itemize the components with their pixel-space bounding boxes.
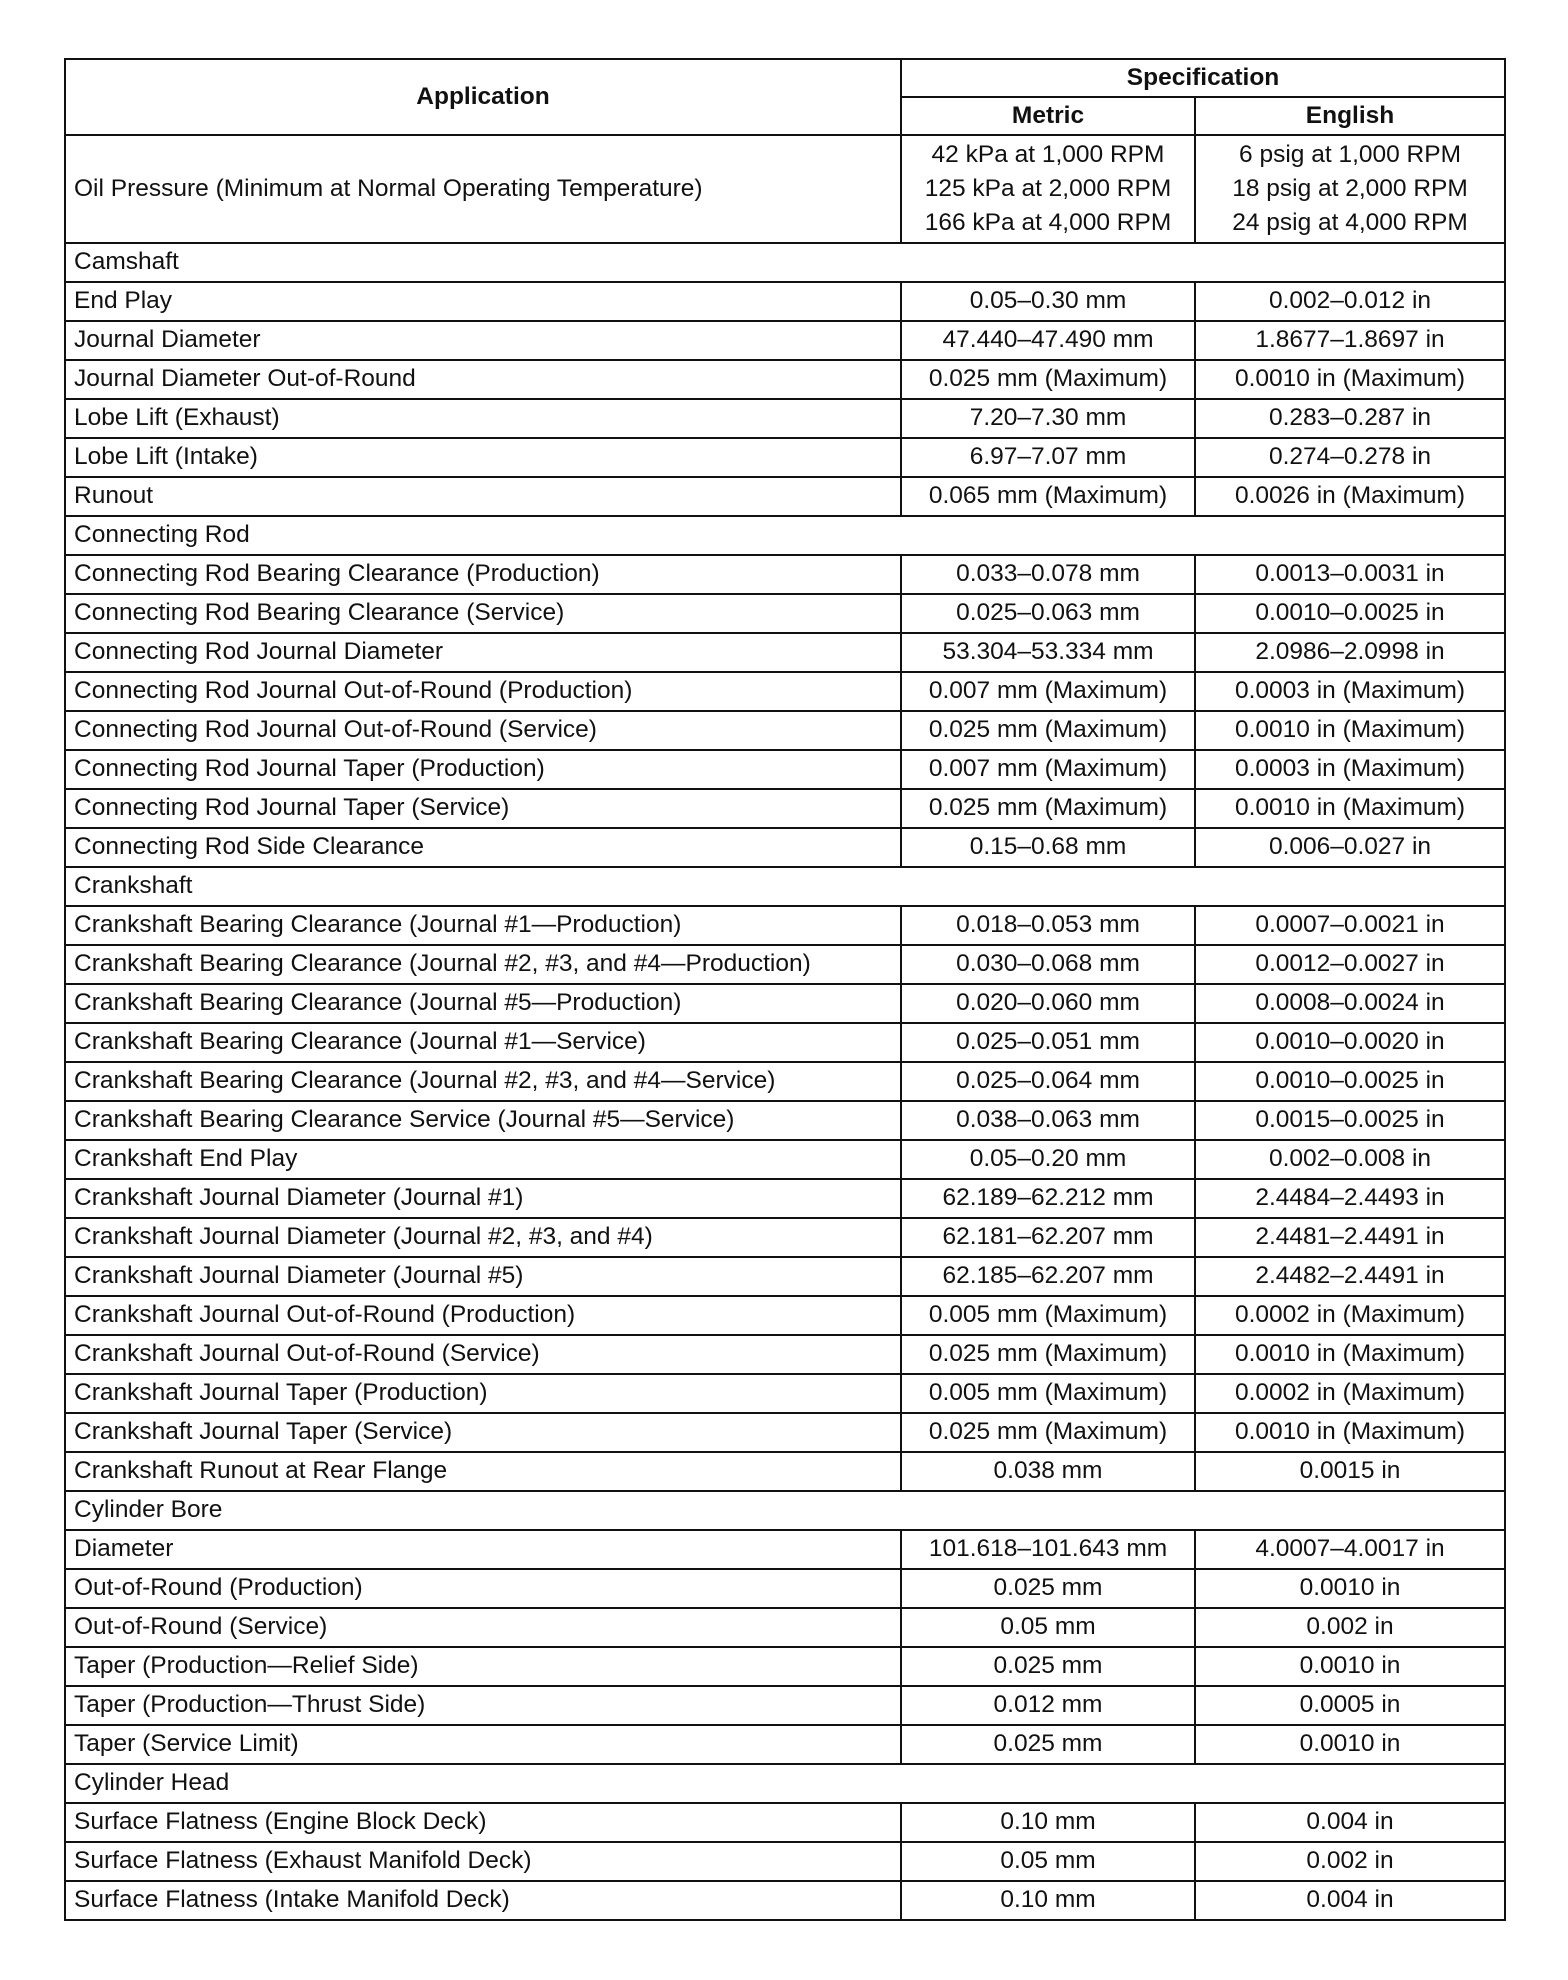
english-cell: 0.0015–0.0025 in — [1195, 1101, 1505, 1140]
metric-cell: 0.005 mm (Maximum) — [901, 1374, 1195, 1413]
table-row — [65, 1179, 1505, 1218]
metric-cell: 0.025 mm (Maximum) — [901, 360, 1195, 399]
metric-cell: 0.025 mm (Maximum) — [901, 1335, 1195, 1374]
table-row — [65, 1296, 1505, 1335]
english-cell: 0.0010 in (Maximum) — [1195, 360, 1505, 399]
application-cell: Crankshaft End Play — [65, 1140, 901, 1179]
english-cell: 0.0010 in (Maximum) — [1195, 711, 1505, 750]
specification-table — [64, 58, 1506, 1921]
table-row — [65, 1608, 1505, 1647]
english-cell: 2.0986–2.0998 in — [1195, 633, 1505, 672]
english-cell: 0.0007–0.0021 in — [1195, 906, 1505, 945]
english-cell: 0.283–0.287 in — [1195, 399, 1505, 438]
table-row — [65, 711, 1505, 750]
english-cell: 2.4482–2.4491 in — [1195, 1257, 1505, 1296]
metric-cell: 53.304–53.334 mm — [901, 633, 1195, 672]
table-row — [65, 1101, 1505, 1140]
table-row — [65, 1842, 1505, 1881]
english-cell: 0.0013–0.0031 in — [1195, 555, 1505, 594]
application-cell: Out-of-Round (Service) — [65, 1608, 901, 1647]
metric-cell: 0.018–0.053 mm — [901, 906, 1195, 945]
english-cell: 0.004 in — [1195, 1881, 1505, 1920]
table-row — [65, 984, 1505, 1023]
metric-cell: 0.007 mm (Maximum) — [901, 750, 1195, 789]
application-cell: Crankshaft Journal Taper (Production) — [65, 1374, 901, 1413]
english-cell: 0.0010–0.0020 in — [1195, 1023, 1505, 1062]
table-row — [65, 360, 1505, 399]
application-cell: Crankshaft Bearing Clearance (Journal #2, #3, and #4—Production) — [65, 945, 901, 984]
table-row — [65, 321, 1505, 360]
metric-cell: 0.030–0.068 mm — [901, 945, 1195, 984]
application-cell: Connecting Rod Journal Diameter — [65, 633, 901, 672]
oil-pressure-english-line: 24 psig at 4,000 RPM — [1232, 209, 1468, 236]
table-row — [65, 906, 1505, 945]
metric-cell: 62.185–62.207 mm — [901, 1257, 1195, 1296]
table-row — [65, 1062, 1505, 1101]
table-row — [65, 789, 1505, 828]
table-row — [65, 1140, 1505, 1179]
metric-cell: 0.025 mm (Maximum) — [901, 711, 1195, 750]
section-row — [65, 1764, 1505, 1803]
english-header: English — [1195, 97, 1505, 135]
table-row — [65, 1218, 1505, 1257]
english-cell: 0.0002 in (Maximum) — [1195, 1374, 1505, 1413]
table-row — [65, 477, 1505, 516]
english-cell: 0.002 in — [1195, 1842, 1505, 1881]
table-row — [65, 672, 1505, 711]
metric-cell: 0.05 mm — [901, 1608, 1195, 1647]
application-cell: Connecting Rod Journal Taper (Service) — [65, 789, 901, 828]
application-cell: Surface Flatness (Engine Block Deck) — [65, 1803, 901, 1842]
table-row — [65, 1023, 1505, 1062]
oil-pressure-metric-line: 42 kPa at 1,000 RPM — [931, 141, 1165, 168]
application-cell: Lobe Lift (Exhaust) — [65, 399, 901, 438]
application-cell: Crankshaft Journal Out-of-Round (Service) — [65, 1335, 901, 1374]
oil-pressure-metric-line: 125 kPa at 2,000 RPM — [924, 175, 1172, 202]
metric-header: Metric — [901, 97, 1195, 135]
section-row — [65, 867, 1505, 906]
english-cell: 0.004 in — [1195, 1803, 1505, 1842]
section-title: Connecting Rod — [65, 516, 1505, 555]
section-title: Cylinder Bore — [65, 1491, 1505, 1530]
application-cell: Surface Flatness (Intake Manifold Deck) — [65, 1881, 901, 1920]
english-cell: 2.4484–2.4493 in — [1195, 1179, 1505, 1218]
table-row — [65, 1881, 1505, 1920]
english-cell: 0.274–0.278 in — [1195, 438, 1505, 477]
oil-pressure-english-line: 6 psig at 1,000 RPM — [1239, 141, 1461, 168]
application-cell: Crankshaft Bearing Clearance (Journal #1—Production) — [65, 906, 901, 945]
table-row — [65, 633, 1505, 672]
metric-cell: 0.007 mm (Maximum) — [901, 672, 1195, 711]
application-cell: Connecting Rod Journal Out-of-Round (Service) — [65, 711, 901, 750]
application-cell: Crankshaft Bearing Clearance Service (Journal #5—Service) — [65, 1101, 901, 1140]
application-cell: Crankshaft Bearing Clearance (Journal #2, #3, and #4—Service) — [65, 1062, 901, 1101]
table-row — [65, 1452, 1505, 1491]
metric-cell: 0.05 mm — [901, 1842, 1195, 1881]
metric-cell: 0.10 mm — [901, 1881, 1195, 1920]
english-cell: 0.0010 in (Maximum) — [1195, 1413, 1505, 1452]
english-cell: 0.0015 in — [1195, 1452, 1505, 1491]
oil-pressure-metric — [901, 135, 1195, 243]
english-cell: 0.0010 in — [1195, 1647, 1505, 1686]
application-cell: Out-of-Round (Production) — [65, 1569, 901, 1608]
english-cell: 0.0002 in (Maximum) — [1195, 1296, 1505, 1335]
table-row — [65, 1725, 1505, 1764]
application-cell: Taper (Production—Relief Side) — [65, 1647, 901, 1686]
metric-cell: 0.020–0.060 mm — [901, 984, 1195, 1023]
oil-pressure-label: Oil Pressure (Minimum at Normal Operating Temperature) — [65, 135, 901, 243]
english-cell: 1.8677–1.8697 in — [1195, 321, 1505, 360]
application-cell: Crankshaft Runout at Rear Flange — [65, 1452, 901, 1491]
application-cell: Journal Diameter — [65, 321, 901, 360]
metric-cell: 0.025–0.064 mm — [901, 1062, 1195, 1101]
table-row — [65, 282, 1505, 321]
english-cell: 0.0005 in — [1195, 1686, 1505, 1725]
metric-cell: 0.025 mm — [901, 1569, 1195, 1608]
metric-cell: 0.065 mm (Maximum) — [901, 477, 1195, 516]
metric-cell: 0.05–0.20 mm — [901, 1140, 1195, 1179]
metric-cell: 0.038 mm — [901, 1452, 1195, 1491]
section-row — [65, 243, 1505, 282]
application-cell: Connecting Rod Bearing Clearance (Production) — [65, 555, 901, 594]
table-row — [65, 1647, 1505, 1686]
english-cell: 0.0012–0.0027 in — [1195, 945, 1505, 984]
application-cell: Crankshaft Bearing Clearance (Journal #5—Production) — [65, 984, 901, 1023]
oil-pressure-english — [1195, 135, 1505, 243]
english-cell: 0.0010 in — [1195, 1569, 1505, 1608]
application-cell: Surface Flatness (Exhaust Manifold Deck) — [65, 1842, 901, 1881]
section-title: Camshaft — [65, 243, 1505, 282]
table-row — [65, 438, 1505, 477]
oil-pressure-english-line: 18 psig at 2,000 RPM — [1232, 175, 1468, 202]
english-cell: 4.0007–4.0017 in — [1195, 1530, 1505, 1569]
english-cell: 0.002–0.008 in — [1195, 1140, 1505, 1179]
metric-cell: 0.038–0.063 mm — [901, 1101, 1195, 1140]
metric-cell: 0.025 mm (Maximum) — [901, 1413, 1195, 1452]
metric-cell: 0.025 mm (Maximum) — [901, 789, 1195, 828]
application-cell: Connecting Rod Bearing Clearance (Service) — [65, 594, 901, 633]
application-cell: Crankshaft Bearing Clearance (Journal #1—Service) — [65, 1023, 901, 1062]
metric-cell: 62.189–62.212 mm — [901, 1179, 1195, 1218]
oil-pressure-metric-line: 166 kPa at 4,000 RPM — [924, 209, 1172, 236]
application-cell: Connecting Rod Journal Out-of-Round (Production) — [65, 672, 901, 711]
table-row — [65, 1257, 1505, 1296]
table-row — [65, 945, 1505, 984]
table-row — [65, 399, 1505, 438]
english-cell: 0.0010–0.0025 in — [1195, 594, 1505, 633]
metric-cell: 0.025 mm — [901, 1725, 1195, 1764]
english-cell: 0.006–0.027 in — [1195, 828, 1505, 867]
application-cell: Taper (Service Limit) — [65, 1725, 901, 1764]
english-cell: 0.0003 in (Maximum) — [1195, 750, 1505, 789]
application-cell: Crankshaft Journal Diameter (Journal #2, #3, and #4) — [65, 1218, 901, 1257]
table-row — [65, 555, 1505, 594]
table-row — [65, 828, 1505, 867]
specification-header: Specification — [901, 59, 1505, 97]
metric-cell: 0.005 mm (Maximum) — [901, 1296, 1195, 1335]
application-cell: Runout — [65, 477, 901, 516]
english-cell: 0.0010–0.0025 in — [1195, 1062, 1505, 1101]
metric-cell: 0.025–0.063 mm — [901, 594, 1195, 633]
metric-cell: 0.025–0.051 mm — [901, 1023, 1195, 1062]
table-row — [65, 594, 1505, 633]
metric-cell: 0.033–0.078 mm — [901, 555, 1195, 594]
table-row — [65, 1374, 1505, 1413]
application-header: Application — [65, 59, 901, 135]
metric-cell: 7.20–7.30 mm — [901, 399, 1195, 438]
oil-pressure-row — [65, 135, 1505, 243]
application-cell: Crankshaft Journal Diameter (Journal #1) — [65, 1179, 901, 1218]
english-cell: 2.4481–2.4491 in — [1195, 1218, 1505, 1257]
metric-cell: 6.97–7.07 mm — [901, 438, 1195, 477]
application-cell: Crankshaft Journal Taper (Service) — [65, 1413, 901, 1452]
application-cell: Connecting Rod Side Clearance — [65, 828, 901, 867]
metric-cell: 0.012 mm — [901, 1686, 1195, 1725]
application-cell: Journal Diameter Out-of-Round — [65, 360, 901, 399]
metric-cell: 0.025 mm — [901, 1647, 1195, 1686]
table-row — [65, 1569, 1505, 1608]
english-cell: 0.0008–0.0024 in — [1195, 984, 1505, 1023]
metric-cell: 0.05–0.30 mm — [901, 282, 1195, 321]
application-cell: End Play — [65, 282, 901, 321]
section-title: Cylinder Head — [65, 1764, 1505, 1803]
table-row — [65, 1335, 1505, 1374]
table-row — [65, 1413, 1505, 1452]
english-cell: 0.0010 in — [1195, 1725, 1505, 1764]
table-row — [65, 750, 1505, 789]
english-cell: 0.002–0.012 in — [1195, 282, 1505, 321]
application-cell: Taper (Production—Thrust Side) — [65, 1686, 901, 1725]
table-row — [65, 1530, 1505, 1569]
english-cell: 0.0010 in (Maximum) — [1195, 1335, 1505, 1374]
section-row — [65, 516, 1505, 555]
table-row — [65, 1686, 1505, 1725]
english-cell: 0.0003 in (Maximum) — [1195, 672, 1505, 711]
application-cell: Connecting Rod Journal Taper (Production) — [65, 750, 901, 789]
application-cell: Crankshaft Journal Out-of-Round (Production) — [65, 1296, 901, 1335]
application-cell: Lobe Lift (Intake) — [65, 438, 901, 477]
metric-cell: 0.15–0.68 mm — [901, 828, 1195, 867]
section-row — [65, 1491, 1505, 1530]
english-cell: 0.0010 in (Maximum) — [1195, 789, 1505, 828]
english-cell: 0.0026 in (Maximum) — [1195, 477, 1505, 516]
metric-cell: 62.181–62.207 mm — [901, 1218, 1195, 1257]
section-title: Crankshaft — [65, 867, 1505, 906]
english-cell: 0.002 in — [1195, 1608, 1505, 1647]
metric-cell: 0.10 mm — [901, 1803, 1195, 1842]
metric-cell: 47.440–47.490 mm — [901, 321, 1195, 360]
metric-cell: 101.618–101.643 mm — [901, 1530, 1195, 1569]
table-row — [65, 1803, 1505, 1842]
application-cell: Crankshaft Journal Diameter (Journal #5) — [65, 1257, 901, 1296]
header-row — [65, 59, 1505, 97]
application-cell: Diameter — [65, 1530, 901, 1569]
